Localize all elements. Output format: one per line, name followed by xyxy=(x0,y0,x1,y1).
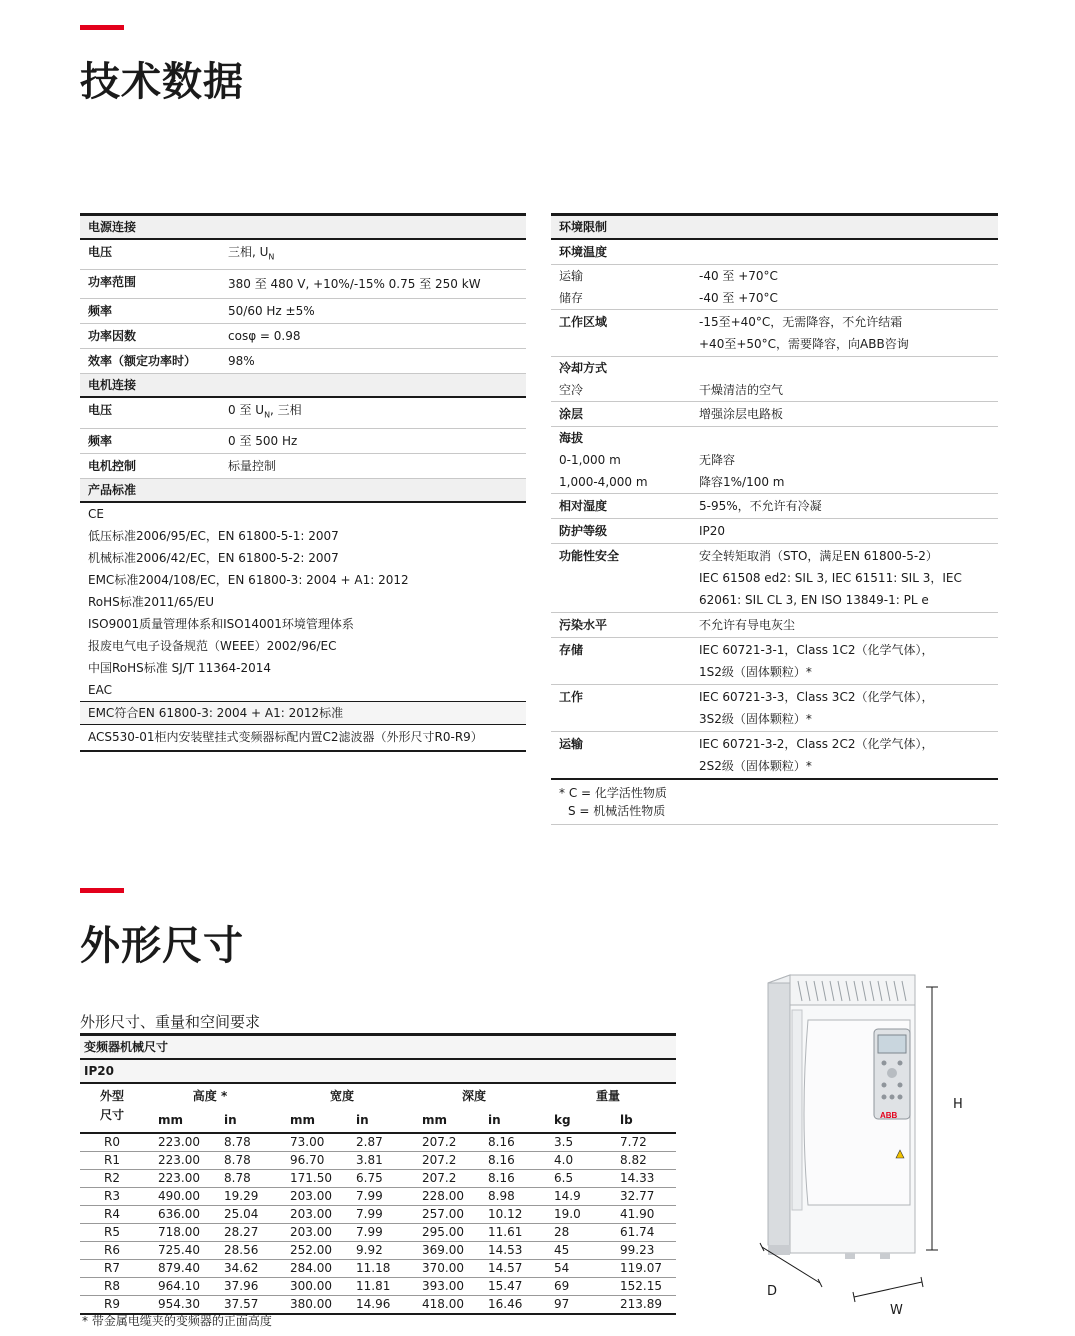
table-row: 电压 三相, $U_N$ xyxy=(80,239,526,270)
value-cell: 7.99 xyxy=(342,1188,408,1206)
filter-note-line: ACS530-01柜内安装壁挂式变频器标配内置C2滤波器（外形尺寸R0-R9） xyxy=(80,724,526,751)
table-row: 涂层 增强涂层电路板 xyxy=(551,402,998,427)
value-cell: 6.75 xyxy=(342,1170,408,1188)
value-cell: 152.15 xyxy=(606,1278,676,1296)
value-cell: 879.40 xyxy=(144,1260,210,1278)
value-cell: 32.77 xyxy=(606,1188,676,1206)
frame-size-cell: R6 xyxy=(80,1242,144,1260)
value-cell: 28.56 xyxy=(210,1242,276,1260)
value-cell: 97 xyxy=(540,1296,606,1315)
value-cell: 37.96 xyxy=(210,1278,276,1296)
emc-compliance-line: EMC符合EN 61800-3: 2004 + A1: 2012标准 xyxy=(80,701,526,724)
value-cell: 7.99 xyxy=(342,1224,408,1242)
table-row xyxy=(80,1152,676,1170)
height-dimension-line xyxy=(926,987,938,1250)
table-row: 1,000-4,000 m 降容1%/100 m xyxy=(551,471,998,494)
table-row: 相对湿度 5-95%，不允许有冷凝 xyxy=(551,494,998,519)
value-cell: 223.00 xyxy=(144,1170,210,1188)
value-cell: 223.00 xyxy=(144,1133,210,1152)
section-title-tech-data: 技术数据 xyxy=(80,59,244,105)
product-standards-header: 产品标准 xyxy=(80,478,526,502)
height-label: H xyxy=(953,1097,963,1112)
value-cell: 28 xyxy=(540,1224,606,1242)
table-row: 存储 IEC 60721-3-1，Class 1C2（化学气体）， 1S2级（固体颗粒）* xyxy=(551,638,998,685)
value-cell: 8.16 xyxy=(474,1152,540,1170)
value-cell: 8.78 xyxy=(210,1152,276,1170)
table-row: 运输 -40 至 +70°C xyxy=(559,269,778,283)
drive-dimension-figure xyxy=(750,965,980,1325)
standard-item: RoHS标准2011/65/EU xyxy=(88,594,215,609)
standard-item: 机械标准2006/42/EC，EN 61800-5-2: 2007 xyxy=(88,550,339,565)
drive-foot xyxy=(880,1253,890,1259)
dimensions-subtitle: 外形尺寸、重量和空间要求 xyxy=(80,1013,261,1031)
table-row: 频率 0 至 500 Hz xyxy=(80,428,526,453)
value-cell: 9.92 xyxy=(342,1242,408,1260)
value-cell: 370.00 xyxy=(408,1260,474,1278)
value-cell: 964.10 xyxy=(144,1278,210,1296)
value-cell: 14.33 xyxy=(606,1170,676,1188)
frame-size-cell: R3 xyxy=(80,1188,144,1206)
brand-logo: ABB xyxy=(880,1111,898,1120)
value-cell: 203.00 xyxy=(276,1206,342,1224)
standard-item: 低压标准2006/95/EC，EN 61800-5-1: 2007 xyxy=(88,528,339,543)
value-cell: 7.99 xyxy=(342,1206,408,1224)
value-cell: 300.00 xyxy=(276,1278,342,1296)
value-cell: 6.5 xyxy=(540,1170,606,1188)
value-cell: 213.89 xyxy=(606,1296,676,1315)
frame-size-cell: R5 xyxy=(80,1224,144,1242)
value-cell: 223.00 xyxy=(144,1152,210,1170)
value-cell: 19.29 xyxy=(210,1188,276,1206)
value-cell: 257.00 xyxy=(408,1206,474,1224)
value-cell: 369.00 xyxy=(408,1242,474,1260)
table-note: * C = 化学活性物质 S = 机械活性物质 xyxy=(551,779,998,825)
table-row: 功率范围 380 至 480 V, +10%/-15% 0.75 至 250 kW xyxy=(80,270,526,299)
table-row: 工作 IEC 60721-3-3，Class 3C2（化学气体）， 3S2级（固体颗粒）* xyxy=(551,685,998,732)
value-cell: 19.0 xyxy=(540,1206,606,1224)
value-cell: 8.16 xyxy=(474,1133,540,1152)
dimensions-footnote: * 带金属电缆夹的变频器的正面高度 xyxy=(82,1314,272,1328)
value-cell: 28.27 xyxy=(210,1224,276,1242)
value-cell: 418.00 xyxy=(408,1296,474,1315)
column-group-header: 外型 高度 * 宽度 深度 重量 xyxy=(99,1089,621,1103)
value-cell: 4.0 xyxy=(540,1152,606,1170)
value-cell: 14.96 xyxy=(342,1296,408,1315)
drive-side-vent xyxy=(792,1010,802,1210)
value-cell: 284.00 xyxy=(276,1260,342,1278)
value-cell: 119.07 xyxy=(606,1260,676,1278)
value-cell: 14.57 xyxy=(474,1260,540,1278)
value-cell: 203.00 xyxy=(276,1188,342,1206)
mechanical-dimensions-header: 变频器机械尺寸 xyxy=(80,1035,676,1060)
environment-limits-header: 环境限制 xyxy=(551,215,998,240)
value-cell: 393.00 xyxy=(408,1278,474,1296)
table-row xyxy=(80,1133,676,1152)
value-cell: 45 xyxy=(540,1242,606,1260)
value-cell: 69 xyxy=(540,1278,606,1296)
table-row: 冷却方式 xyxy=(559,361,608,375)
value-cell: 96.70 xyxy=(276,1152,342,1170)
value-cell: 3.81 xyxy=(342,1152,408,1170)
table-row: 污染水平 不允许有导电灰尘 xyxy=(551,613,998,638)
frame-size-cell: R4 xyxy=(80,1206,144,1224)
power-connection-header: 电源连接 xyxy=(80,215,526,240)
table-row: 环境温度 xyxy=(551,239,998,265)
unit-header-row: 尺寸 mm in mm in mm in kg lb xyxy=(80,1108,676,1133)
table-row xyxy=(80,1242,676,1260)
value-cell: 380.00 xyxy=(276,1296,342,1315)
value-cell: 8.78 xyxy=(210,1170,276,1188)
environment-spec-table xyxy=(551,213,998,825)
value-cell: 54 xyxy=(540,1260,606,1278)
width-dimension-line xyxy=(853,1277,923,1302)
drive-foot xyxy=(768,1245,790,1255)
value-cell: 725.40 xyxy=(144,1242,210,1260)
table-row xyxy=(80,1188,676,1206)
table-row: 防护等级 IP20 xyxy=(551,519,998,544)
table-row: 运输 IEC 60721-3-2，Class 2C2（化学气体）， 2S2级（固体颗粒）* xyxy=(551,732,998,780)
drive-foot xyxy=(845,1253,855,1259)
value-cell: 16.46 xyxy=(474,1296,540,1315)
value-cell: 11.81 xyxy=(342,1278,408,1296)
section-title-dimensions: 外形尺寸 xyxy=(80,923,244,969)
value-cell: 2.87 xyxy=(342,1133,408,1152)
frame-size-cell: R1 xyxy=(80,1152,144,1170)
value-cell: 636.00 xyxy=(144,1206,210,1224)
table-row: 0-1,000 m 无降容 xyxy=(559,453,736,467)
value-cell: 41.90 xyxy=(606,1206,676,1224)
value-cell: 15.47 xyxy=(474,1278,540,1296)
value-cell: 207.2 xyxy=(408,1133,474,1152)
value-cell: 37.57 xyxy=(210,1296,276,1315)
table-row: 频率 50/60 Hz ±5% xyxy=(80,299,526,324)
value-cell: 10.12 xyxy=(474,1206,540,1224)
value-cell: 252.00 xyxy=(276,1242,342,1260)
ip20-header: IP20 xyxy=(80,1059,676,1083)
value-cell: 34.62 xyxy=(210,1260,276,1278)
table-row xyxy=(80,1206,676,1224)
standard-item: 中国RoHS标准 SJ/T 11364-2014 xyxy=(88,660,271,675)
value-cell: 73.00 xyxy=(276,1133,342,1152)
value-cell: 718.00 xyxy=(144,1224,210,1242)
table-row: 功能性安全 安全转矩取消（STO，满足EN 61800-5-2） IEC 61508 ed2: SIL 3, IEC 61511: SIL 3，IEC 62061: SIL CL 3, EN ISO 13849-1: PL e xyxy=(551,544,998,613)
value-cell: 14.53 xyxy=(474,1242,540,1260)
value-cell: 207.2 xyxy=(408,1170,474,1188)
value-cell: 490.00 xyxy=(144,1188,210,1206)
table-row: 工作区域 -15至+40°C，无需降容，不允许结霜 +40至+50°C，需要降容，向ABB咨询 xyxy=(551,310,998,357)
section-accent-bar xyxy=(80,25,124,30)
table-row: 功率因数 cosφ = 0.98 xyxy=(80,324,526,349)
value-cell: 61.74 xyxy=(606,1224,676,1242)
table-row: 电压 0 至 $U_N$, 三相 xyxy=(80,397,526,428)
value-cell: 8.98 xyxy=(474,1188,540,1206)
table-row: 储存 -40 至 +70°C xyxy=(551,287,998,310)
section-accent-bar xyxy=(80,888,124,893)
table-row: 海拔 xyxy=(559,431,584,445)
value-cell: 207.2 xyxy=(408,1152,474,1170)
standard-item: CE xyxy=(88,506,104,521)
standard-item: EMC标准2004/108/EC，EN 61800-3: 2004 + A1: 2012 xyxy=(88,572,409,587)
table-row: 效率（额定功率时） 98% xyxy=(80,349,526,374)
dimensions-table xyxy=(80,1033,676,1315)
value-cell: 203.00 xyxy=(276,1224,342,1242)
table-row xyxy=(80,1260,676,1278)
frame-size-cell: R9 xyxy=(80,1296,144,1315)
value-cell: 3.5 xyxy=(540,1133,606,1152)
drive-side-panel xyxy=(768,975,790,1253)
standard-item: 报废电气电子设备规范（WEEE）2002/96/EC xyxy=(88,638,337,653)
standard-item: ISO9001质量管理体系和ISO14001环境管理体系 xyxy=(88,616,354,631)
value-cell: 11.18 xyxy=(342,1260,408,1278)
frame-size-cell: R7 xyxy=(80,1260,144,1278)
value-cell: 25.04 xyxy=(210,1206,276,1224)
value-cell: 8.82 xyxy=(606,1152,676,1170)
depth-label: D xyxy=(767,1284,778,1299)
value-cell: 8.78 xyxy=(210,1133,276,1152)
value-cell: 7.72 xyxy=(606,1133,676,1152)
value-cell: 171.50 xyxy=(276,1170,342,1188)
standard-item: EAC xyxy=(88,682,112,697)
table-row xyxy=(80,1170,676,1188)
frame-size-cell: R2 xyxy=(80,1170,144,1188)
control-panel-display xyxy=(878,1035,906,1053)
table-row: 空冷 干燥清洁的空气 xyxy=(551,379,998,402)
value-cell: 295.00 xyxy=(408,1224,474,1242)
value-cell: 228.00 xyxy=(408,1188,474,1206)
frame-size-cell: R0 xyxy=(80,1133,144,1152)
table-row: 电机控制 标量控制 xyxy=(80,453,526,478)
value-cell: 8.16 xyxy=(474,1170,540,1188)
value-cell: 954.30 xyxy=(144,1296,210,1315)
value-cell: 14.9 xyxy=(540,1188,606,1206)
value-cell: 11.61 xyxy=(474,1224,540,1242)
power-motor-spec-table xyxy=(80,213,526,752)
motor-connection-header: 电机连接 xyxy=(80,374,526,398)
table-row xyxy=(80,1278,676,1296)
width-label: W xyxy=(890,1303,903,1318)
table-row xyxy=(80,1224,676,1242)
frame-size-cell: R8 xyxy=(80,1278,144,1296)
value-cell: 99.23 xyxy=(606,1242,676,1260)
